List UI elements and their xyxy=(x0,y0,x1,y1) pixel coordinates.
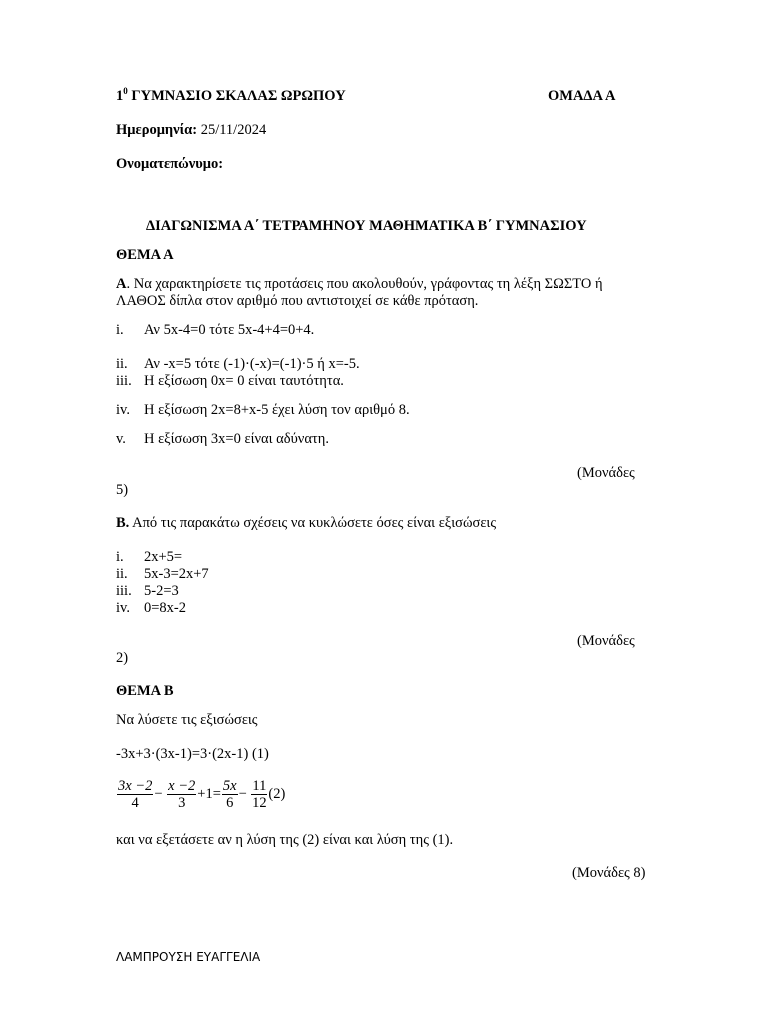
list-item xyxy=(116,373,344,390)
date-value: 25/11/2024 xyxy=(200,122,267,138)
name-label: Ονοματεπώνυμο: xyxy=(116,156,224,172)
fraction xyxy=(167,778,196,811)
theme-b-marks: (Μονάδες 8) xyxy=(572,865,646,881)
part-a-instruction-line1: . Να χαρακτηρίσετε τις προτάσεις που ακολουθούν, γράφοντας τη λέξη ΣΩΣΤΟ ή xyxy=(126,276,603,292)
school-superscript: 0 xyxy=(123,86,128,96)
operator: +1= xyxy=(197,785,221,802)
fraction xyxy=(251,778,267,811)
part-b-instruction xyxy=(116,515,496,532)
part-a-instruction-line2: ΛΑΘΟΣ δίπλα στον αριθμό που αντιστοιχεί σε κάθε πρόταση. xyxy=(116,293,479,309)
fraction-denominator: 6 xyxy=(226,795,234,811)
item-number: i. xyxy=(116,549,124,565)
item-text: 5x-3=2x+7 xyxy=(144,566,209,582)
group-label: ΟΜΑΔΑ Α xyxy=(548,88,616,104)
part-a-instruction xyxy=(116,276,603,293)
item-text: Αν -x=5 τότε (-1)·(-x)=(-1)·5 ή x=-5. xyxy=(144,356,360,372)
item-number: i. xyxy=(116,322,124,338)
operator: − xyxy=(154,785,163,802)
fraction-denominator: 4 xyxy=(131,795,139,811)
item-number: v. xyxy=(116,431,126,447)
item-number: iii. xyxy=(116,583,132,599)
list-item xyxy=(116,322,314,339)
list-item xyxy=(116,402,410,419)
part-b-instruction-text: Από τις παρακάτω σχέσεις να κυκλώσετε όσες είναι εξισώσεις xyxy=(129,515,497,531)
item-number: iv. xyxy=(116,402,130,418)
school-prefix: 1 xyxy=(116,88,124,104)
fraction-numerator: 5x xyxy=(222,778,237,794)
fraction-denominator: 3 xyxy=(178,795,186,811)
item-text: Η εξίσωση 0x= 0 είναι ταυτότητα. xyxy=(144,373,344,389)
item-text: Η εξίσωση 3x=0 είναι αδύνατη. xyxy=(144,431,329,447)
equation-2 xyxy=(116,778,285,811)
fraction-numerator: 11 xyxy=(252,778,267,794)
theme-b-instruction: Να λύσετε τις εξισώσεις xyxy=(116,712,258,728)
part-a-marks-value: 5) xyxy=(116,482,129,498)
item-number: ii. xyxy=(116,356,128,372)
fraction-numerator: 3x −2 xyxy=(118,778,153,794)
part-b-marks-value: 2) xyxy=(116,650,129,666)
item-number: iii. xyxy=(116,373,132,389)
theme-b-closing: και να εξετάσετε αν η λύση της (2) είναι και λύση της (1). xyxy=(116,832,454,848)
equation-tag: (2) xyxy=(268,785,286,802)
item-text: Αν 5x-4=0 τότε 5x-4+4=0+4. xyxy=(144,322,315,338)
exam-title: ΔΙΑΓΩΝΙΣΜΑ Α΄ ΤΕΤΡΑΜΗΝΟΥ ΜΑΘΗΜΑΤΙΚΑ Β΄ ΓΥΜΝΑΣΙΟΥ xyxy=(146,218,587,234)
list-item xyxy=(116,549,182,566)
theme-a-heading: ΘΕΜΑ Α xyxy=(116,247,174,263)
item-text: Η εξίσωση 2x=8+x-5 έχει λύση τον αριθμό 8. xyxy=(144,402,410,418)
fraction xyxy=(117,778,153,811)
list-item xyxy=(116,356,360,373)
equation-1: -3x+3·(3x-1)=3·(2x-1) (1) xyxy=(116,746,269,762)
part-a-label: Α xyxy=(116,276,127,292)
list-item xyxy=(116,431,329,448)
school-title: ΓΥΜΝΑΣΙΟ ΣΚΑΛΑΣ ΩΡΩΠΟΥ xyxy=(131,88,346,104)
part-b-marks: (Μονάδες xyxy=(577,633,635,649)
part-b-label: Β. xyxy=(116,515,130,531)
part-a-marks: (Μονάδες xyxy=(577,465,635,481)
theme-b-heading: ΘΕΜΑ Β xyxy=(116,683,174,699)
list-item xyxy=(116,600,186,617)
list-item xyxy=(116,566,209,583)
fraction xyxy=(222,778,238,811)
fraction-denominator: 12 xyxy=(252,795,267,811)
item-number: iv. xyxy=(116,600,130,616)
list-item xyxy=(116,583,179,600)
item-text: 2x+5= xyxy=(144,549,183,565)
date-line xyxy=(116,122,266,139)
school-name xyxy=(116,88,346,105)
item-text: 0=8x-2 xyxy=(144,600,187,616)
date-label: Ημερομηνία: xyxy=(116,122,198,138)
item-number: ii. xyxy=(116,566,128,582)
item-text: 5-2=3 xyxy=(144,583,179,599)
operator: − xyxy=(238,785,247,802)
fraction-numerator: x −2 xyxy=(168,778,196,794)
footer-author: ΛΑΜΠΡΟΥΣΗ ΕΥΑΓΓΕΛΙΑ xyxy=(116,950,261,964)
